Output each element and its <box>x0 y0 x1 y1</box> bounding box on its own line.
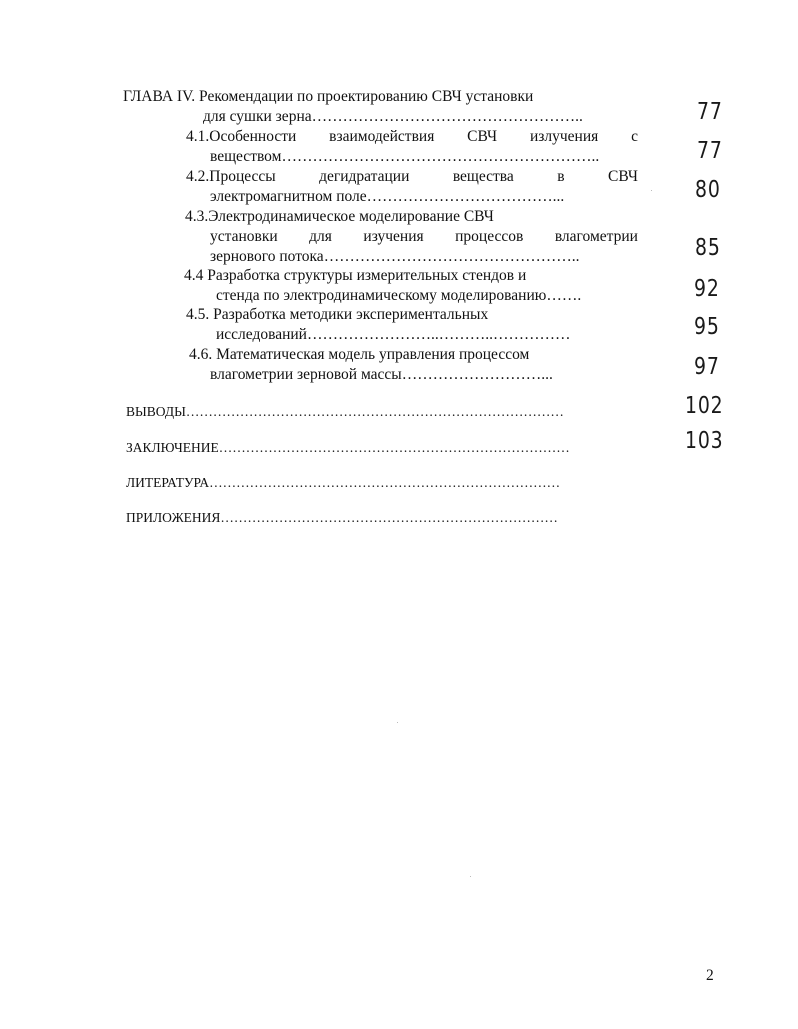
toc-word <box>186 168 276 186</box>
page-number: 2 <box>706 967 714 984</box>
handwritten-page-final: 103 <box>685 428 724 454</box>
toc-word: процессов <box>455 228 524 245</box>
toc-4-4-line2: стенда по электродинамическому моделированию……. <box>216 287 582 304</box>
toc-word-text: 4.2.Процессы <box>186 168 276 185</box>
toc-word: для <box>309 228 332 245</box>
toc-word: вещества <box>452 168 514 185</box>
toc-4-6-line1: 4.6. Математическая модель управления процессом <box>189 346 530 363</box>
handwritten-page-4-3: 85 <box>695 235 721 261</box>
toc-4-4-line1: 4.4 Разработка структуры измерительных стендов и <box>184 267 527 284</box>
handwritten-page-conclusions: 102 <box>685 393 724 419</box>
toc-literature: ЛИТЕРАТУРА…………………………………………………………………… <box>126 475 561 490</box>
toc-word: в <box>557 168 565 185</box>
toc-word: изучения <box>363 228 424 245</box>
toc-word: СВЧ <box>608 168 638 185</box>
handwritten-page-4-4: 92 <box>694 276 720 302</box>
toc-word: дегидратации <box>319 168 410 185</box>
toc-word: излучения <box>529 128 599 145</box>
toc-word: установки <box>210 228 278 245</box>
toc-chapter4-title-cont: для сушки зерна…………………………………………….. <box>203 108 583 125</box>
toc-chapter4-title: ГЛАВА IV. Рекомендации по проектированию СВЧ установки <box>123 88 534 105</box>
handwritten-page-4-5: 95 <box>694 314 720 340</box>
toc-4-3-line2 <box>210 228 638 246</box>
handwritten-page-chapter4: 77 <box>697 99 723 125</box>
toc-word: с <box>631 128 638 145</box>
toc-word: взаимодействия <box>329 128 435 145</box>
handwritten-page-4-6: 97 <box>694 354 720 380</box>
toc-4-6-line2: влагометрии зерновой массы………………………... <box>210 366 553 383</box>
toc-4-2-line1 <box>186 168 638 186</box>
scan-speck <box>651 190 652 191</box>
toc-4-1-line2: веществом…………………………………………………….. <box>210 148 600 165</box>
toc-4-1-line1 <box>186 128 638 146</box>
scan-speck <box>470 876 471 877</box>
toc-final: ЗАКЛЮЧЕНИЕ…………………………………………………………………… <box>126 440 570 455</box>
toc-4-3-line1: 4.3.Электродинамическое моделирование СВЧ <box>185 208 494 225</box>
toc-4-3-line3: зернового потока………………………………………….. <box>210 248 580 265</box>
toc-conclusions: ВЫВОДЫ………………………………………………………………………… <box>126 404 564 419</box>
toc-word: 4.1.Особенности <box>186 128 297 145</box>
toc-word: влагометрии <box>554 228 638 245</box>
toc-word: СВЧ <box>467 128 498 145</box>
handwritten-page-4-1: 77 <box>697 138 723 164</box>
toc-4-5-line2: исследований……………………..………..…………… <box>216 326 571 343</box>
toc-4-2-line2: электромагнитном поле………………………………... <box>210 188 565 205</box>
toc-appendices: ПРИЛОЖЕНИЯ………………………………………………………………… <box>126 510 558 525</box>
toc-4-5-line1: 4.5. Разработка методики экспериментальных <box>186 306 489 323</box>
handwritten-page-4-2: 80 <box>695 177 721 203</box>
scan-speck <box>397 722 398 723</box>
